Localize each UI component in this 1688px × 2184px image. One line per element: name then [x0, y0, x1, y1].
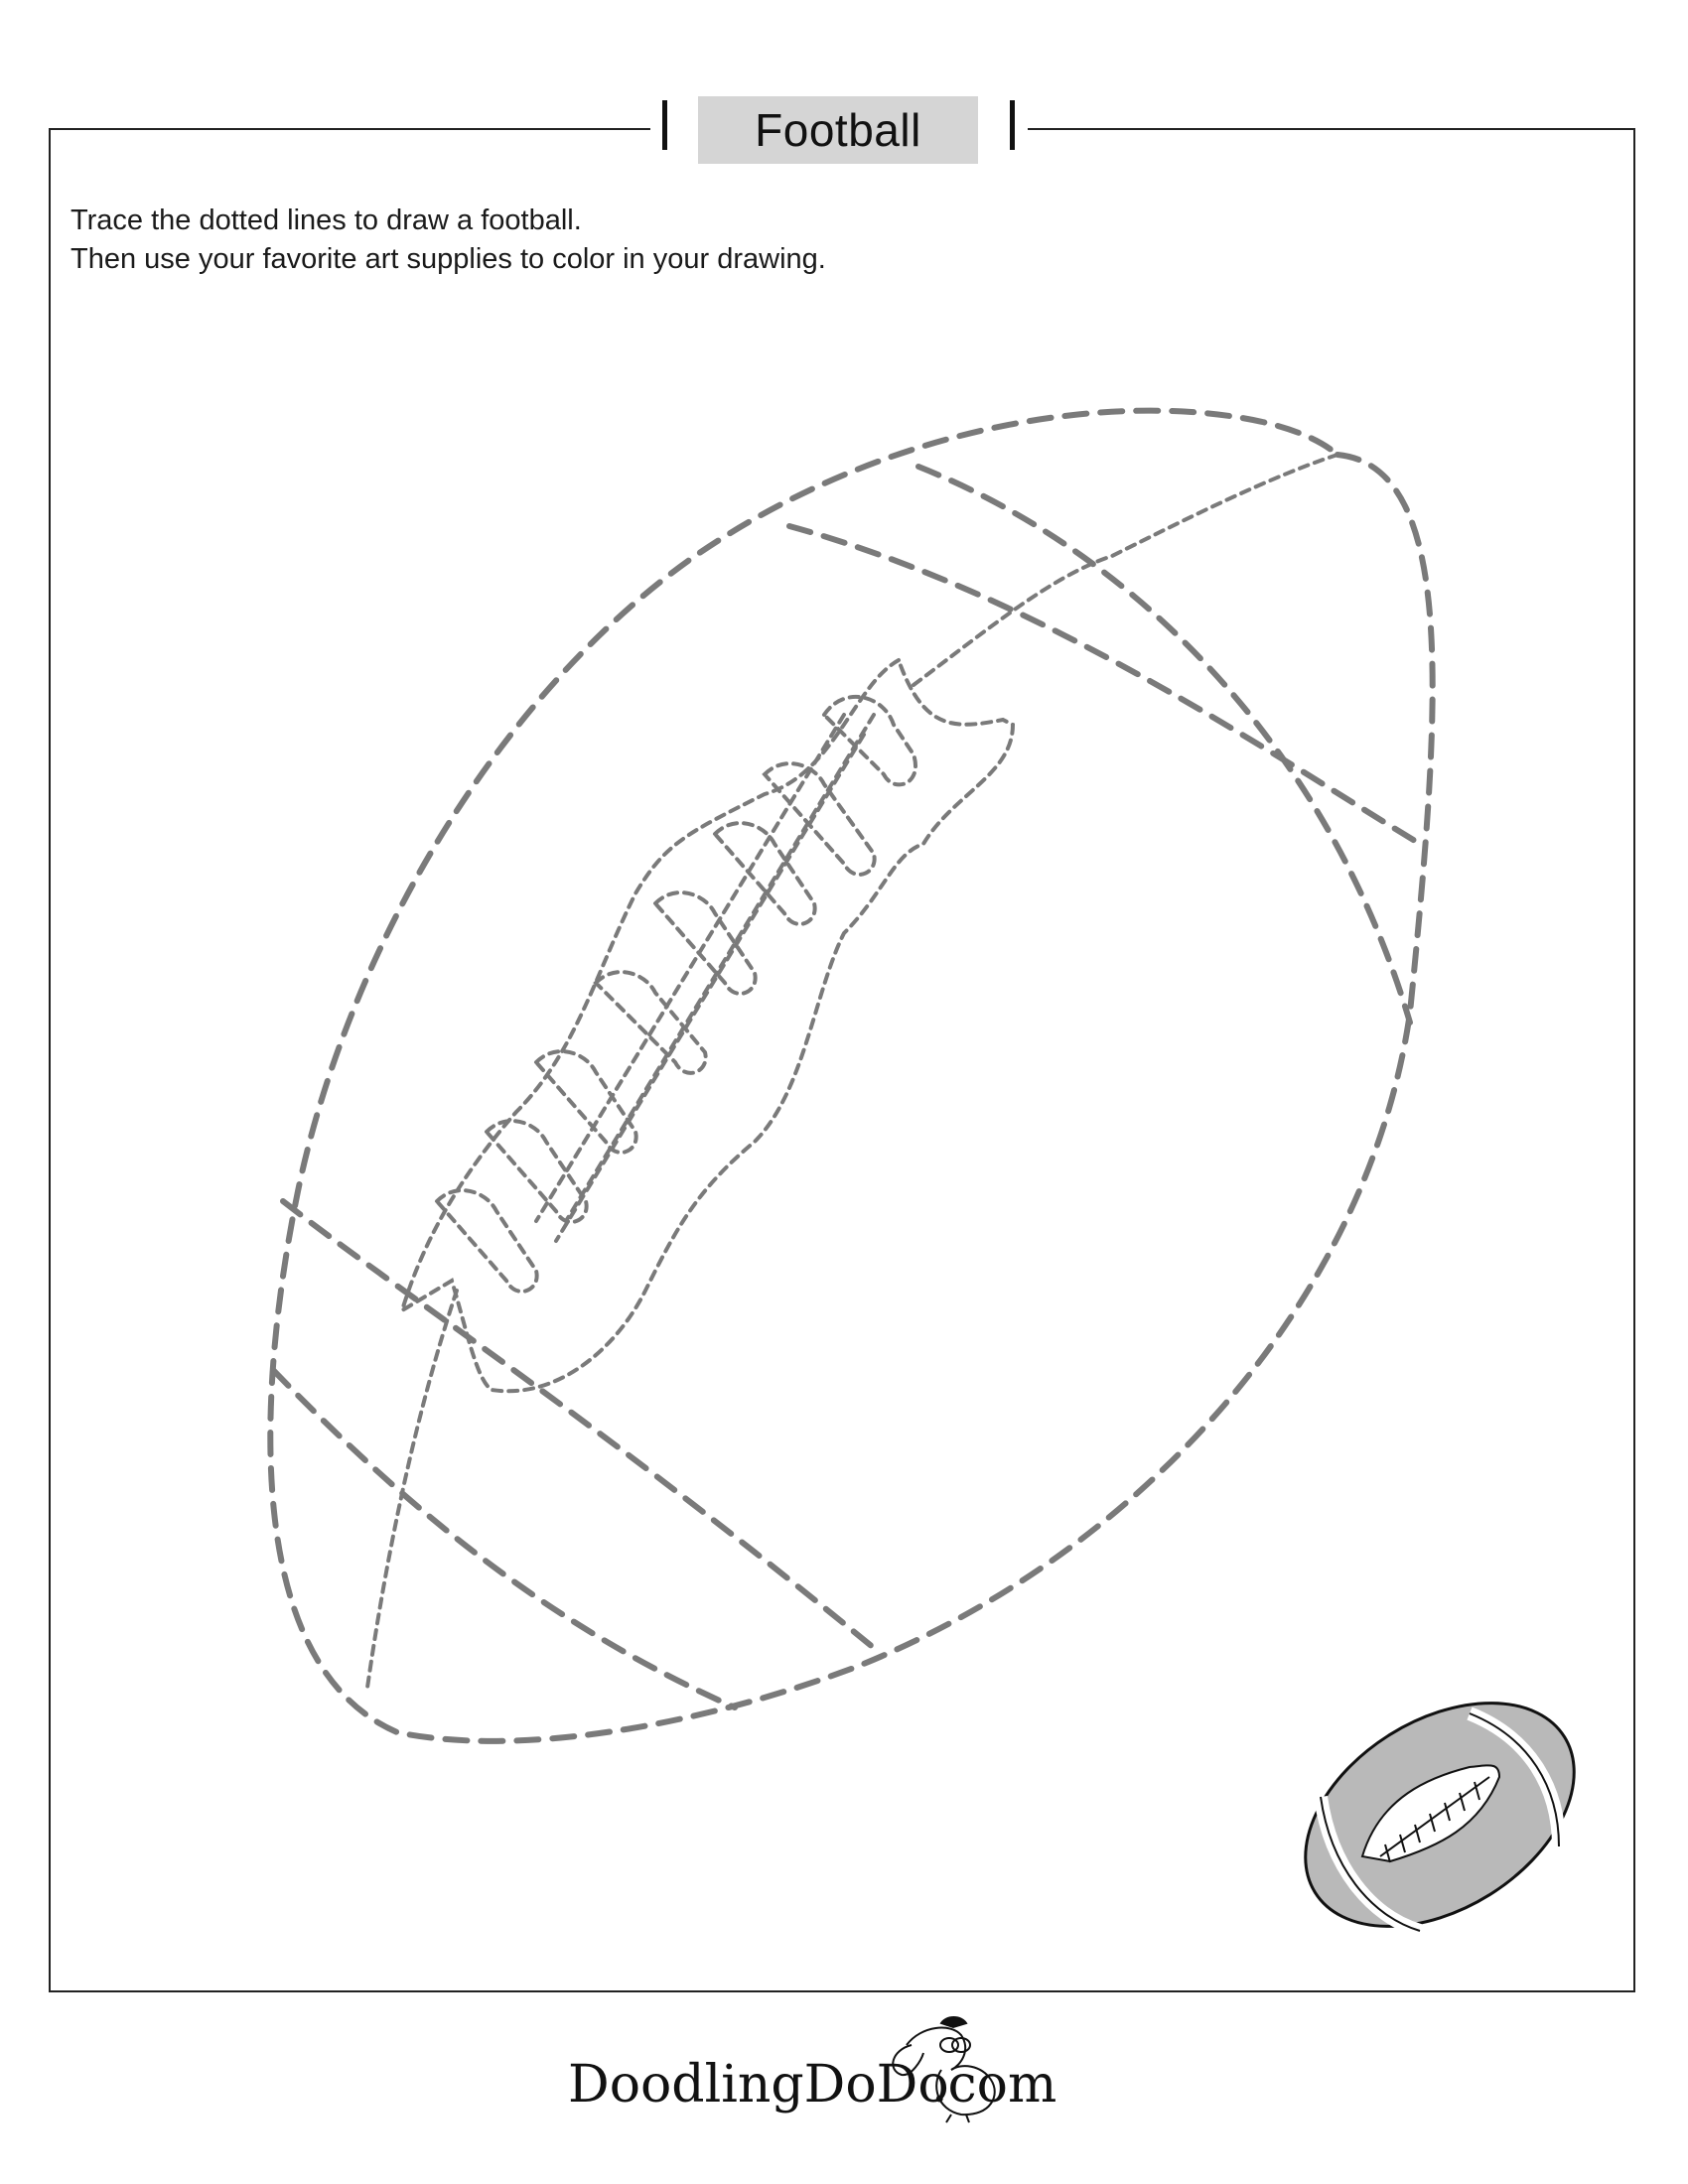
lace-7 [487, 1121, 587, 1222]
dodo-bird-mascot-icon [882, 2015, 1011, 2124]
footer-brand-left: DoodlingDoDo [568, 2055, 949, 2115]
worksheet-title: Football [698, 96, 978, 164]
bottom-stripe-a [283, 1201, 874, 1648]
dashed-football-outline [270, 411, 1432, 1741]
lace-8 [437, 1190, 537, 1292]
instruction-line-1: Trace the dotted lines to draw a football. [70, 205, 582, 236]
football-outer-outline [270, 411, 1432, 1741]
lace-4 [655, 892, 756, 994]
lace-patch-outline [402, 660, 1013, 1391]
footer-brand-right: .com [931, 2055, 1057, 2115]
example-football-icon [1265, 1657, 1615, 1973]
dashed-lace-section [367, 455, 1337, 1688]
center-seam-line [367, 455, 1337, 1688]
lace-stitch-column-a [536, 715, 864, 1241]
bottom-stripe-b [273, 1370, 735, 1707]
instruction-line-2: Then use your favorite art supplies to color in your drawing. [70, 243, 826, 275]
top-stripe-b [918, 467, 1410, 1023]
